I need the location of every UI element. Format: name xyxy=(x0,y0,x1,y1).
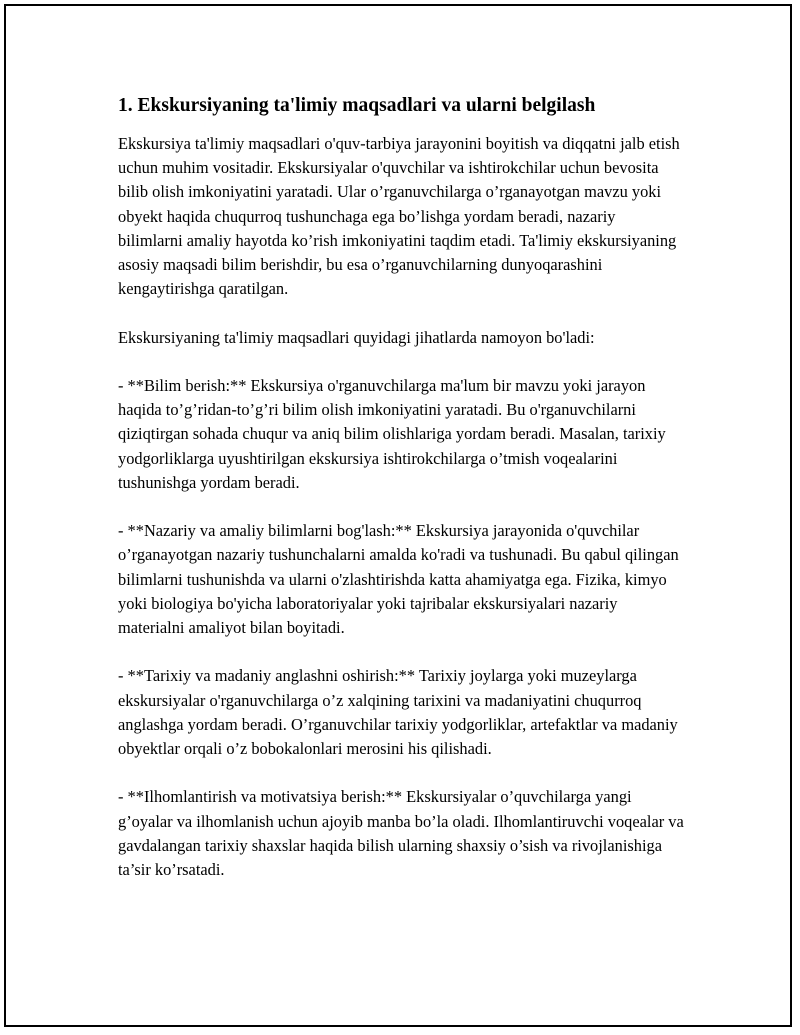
list-item-ilhomlantirish: - **Ilhomlantirish va motivatsiya berish:** Ekskursiyalar o’quvchilarga yangi g’oyalar va ilhomlanish uchun ajoyib manba bo’la oladi. Ilhomlantiruvchi voqealar va gavdalangan tarixiy shaxslar haqida bilish ularning shaxsiy o’sish va rivojlanishiga ta’sir ko’rsatadi. xyxy=(118,787,684,880)
intro-paragraph: Ekskursiya ta'limiy maqsadlari o'quv-tarbiya jarayonini boyitish va diqqatni jalb etish uchun muhim vositadir. Ekskursiyalar o'quvchilar va ishtirokchilar uchun bevosita bilib olish imkoniyatini yaratadi. Ular o’rganuvchilarga o’rganayotgan mavzu yoki obyekt haqida chuqurroq tushunchaga ega bo’lishga yordam beradi, nazariy bilimlarni amaliy hayotda ko’rish imkoniyatini taqdim etadi. Ta'limiy ekskursiyaning asosiy maqsadi bilim berishdir, bu esa o’rganuvchilarning dunyoqarashini kengaytirishga qaratilgan. xyxy=(118,134,680,299)
document-body xyxy=(118,92,684,906)
list-intro-paragraph: Ekskursiyaning ta'limiy maqsadlari quyidagi jihatlarda namoyon bo'ladi: xyxy=(118,327,595,347)
section-heading: 1. Ekskursiyaning ta'limiy maqsadlari va ularni belgilash xyxy=(118,95,596,116)
list-item-tarixiy-madaniy: - **Tarixiy va madaniy anglashni oshirish:** Tarixiy joylarga yoki muzeylarga ekskursiyalar o'rganuvchilarga o’z xalqining tarixini va madaniyatini chuqurroq anglashga yordam beradi. O’rganuvchilar tarixiy yodgorliklar, artefaktlar va madaniy obyektlar orqali o’z bobokalonlari merosini his qilishadi. xyxy=(118,666,678,759)
list-item-nazariy-amaliy: - **Nazariy va amaliy bilimlarni bog'lash:** Ekskursiya jarayonida o'quvchilar o’rganayotgan nazariy tushunchalarni amalda ko'radi va tushunadi. Bu qabul qilingan bilimlarni tushunishda va ularni o'zlashtirishda katta ahamiyatga ega. Fizika, kimyo yoki biologiya bo'yicha laboratoriyalar yoki tajribalar ekskursiyalari nazariy materialni amaliyot bilan boyitadi. xyxy=(118,521,679,638)
list-item-bilim-berish: - **Bilim berish:** Ekskursiya o'rganuvchilarga ma'lum bir mavzu yoki jarayon haqida to’g’ridan-to’g’ri bilim olish imkoniyatini yaratadi. Bu o'rganuvchilarni qiziqtirgan sohada chuqur va aniq bilim olishlariga yordam beradi. Masalan, tarixiy yodgorliklarga uyushtirilgan ekskursiya ishtirokchilarga o’tmish voqealarini tushunishga yordam beradi. xyxy=(118,376,666,492)
